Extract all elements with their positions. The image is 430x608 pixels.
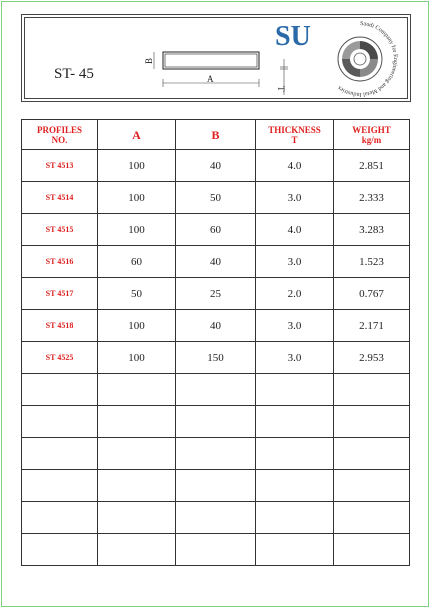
a-cell: 100	[98, 214, 176, 246]
profile-cell: ST 4514	[22, 182, 98, 214]
thickness-cell: 3.0	[256, 310, 334, 342]
profile-cell: ST 4516	[22, 246, 98, 278]
b-cell	[176, 374, 256, 406]
table-row	[22, 406, 410, 438]
profile-cell: ST 4513	[22, 150, 98, 182]
thickness-cell	[256, 470, 334, 502]
svg-text:Saudi Company for Engineering: Saudi Company for Engineering and Metal Industries	[337, 20, 399, 98]
table-row	[22, 214, 410, 246]
weight-cell	[334, 438, 410, 470]
table-row	[22, 534, 410, 566]
b-cell: 60	[176, 214, 256, 246]
profile-cell	[22, 374, 98, 406]
table-row	[22, 502, 410, 534]
header-weight	[334, 120, 410, 150]
thickness-cell: 3.0	[256, 182, 334, 214]
section-drawing	[140, 45, 290, 97]
a-cell: 100	[98, 150, 176, 182]
profile-cell	[22, 438, 98, 470]
thickness-cell	[256, 406, 334, 438]
table-row	[22, 182, 410, 214]
header-profiles-line2: NO.	[51, 134, 68, 145]
a-cell	[98, 406, 176, 438]
thickness-cell: 3.0	[256, 246, 334, 278]
b-cell: 40	[176, 310, 256, 342]
profile-cell	[22, 534, 98, 566]
profile-cell	[22, 470, 98, 502]
thickness-cell	[256, 438, 334, 470]
a-cell	[98, 438, 176, 470]
thickness-cell: 4.0	[256, 214, 334, 246]
weight-cell: 2.171	[334, 310, 410, 342]
a-cell	[98, 534, 176, 566]
brand-su: SU	[275, 21, 311, 52]
header-thickness	[256, 120, 334, 150]
dimension-t-label: T	[276, 86, 286, 92]
header-thickness-line2: T	[291, 134, 298, 145]
thickness-cell	[256, 502, 334, 534]
spec-table-body	[22, 150, 410, 566]
table-row	[22, 470, 410, 502]
table-row	[22, 246, 410, 278]
a-cell	[98, 502, 176, 534]
spec-table	[21, 119, 410, 566]
profile-cell	[22, 502, 98, 534]
a-cell: 100	[98, 310, 176, 342]
weight-cell	[334, 406, 410, 438]
b-cell: 50	[176, 182, 256, 214]
profile-cell: ST 4525	[22, 342, 98, 374]
profile-outline	[163, 52, 259, 69]
b-cell	[176, 438, 256, 470]
b-cell: 150	[176, 342, 256, 374]
thickness-cell: 4.0	[256, 150, 334, 182]
a-cell: 100	[98, 182, 176, 214]
weight-cell	[334, 374, 410, 406]
weight-cell: 2.333	[334, 182, 410, 214]
weight-cell: 1.523	[334, 246, 410, 278]
table-row	[22, 342, 410, 374]
table-row	[22, 278, 410, 310]
table-header-row	[22, 120, 410, 150]
profile-cell: ST 4517	[22, 278, 98, 310]
header-profiles	[22, 120, 98, 150]
profile-code: ST- 45	[54, 66, 94, 82]
company-logo	[318, 19, 402, 99]
thickness-cell: 3.0	[256, 342, 334, 374]
header-a: A	[98, 120, 176, 150]
profile-cell: ST 4518	[22, 310, 98, 342]
weight-cell: 3.283	[334, 214, 410, 246]
dimension-a-label: A	[207, 74, 214, 84]
a-cell: 60	[98, 246, 176, 278]
b-cell	[176, 406, 256, 438]
b-cell: 40	[176, 246, 256, 278]
b-cell: 25	[176, 278, 256, 310]
weight-cell: 2.851	[334, 150, 410, 182]
thickness-cell: 2.0	[256, 278, 334, 310]
header-profiles-line1: PROFILES	[36, 124, 82, 135]
profile-cell	[22, 406, 98, 438]
table-row	[22, 438, 410, 470]
table-row	[22, 310, 410, 342]
table-row	[22, 150, 410, 182]
table-row	[22, 374, 410, 406]
a-cell: 100	[98, 342, 176, 374]
header-thickness-line1: THICKNESS	[268, 124, 321, 135]
weight-cell	[334, 470, 410, 502]
a-cell	[98, 470, 176, 502]
header-weight-line1: WEIGHT	[352, 124, 391, 135]
a-cell: 50	[98, 278, 176, 310]
b-cell	[176, 502, 256, 534]
weight-cell	[334, 534, 410, 566]
dimension-b-label: B	[144, 57, 154, 64]
thickness-cell	[256, 374, 334, 406]
b-cell	[176, 470, 256, 502]
weight-cell: 2.953	[334, 342, 410, 374]
header-b: B	[176, 120, 256, 150]
header-weight-line2: kg/m	[361, 134, 382, 145]
thickness-cell	[256, 534, 334, 566]
weight-cell	[334, 502, 410, 534]
weight-cell: 0.767	[334, 278, 410, 310]
profile-inner-outline	[165, 54, 257, 67]
b-cell: 40	[176, 150, 256, 182]
profile-cell: ST 4515	[22, 214, 98, 246]
b-cell	[176, 534, 256, 566]
header-box	[21, 14, 411, 102]
a-cell	[98, 374, 176, 406]
